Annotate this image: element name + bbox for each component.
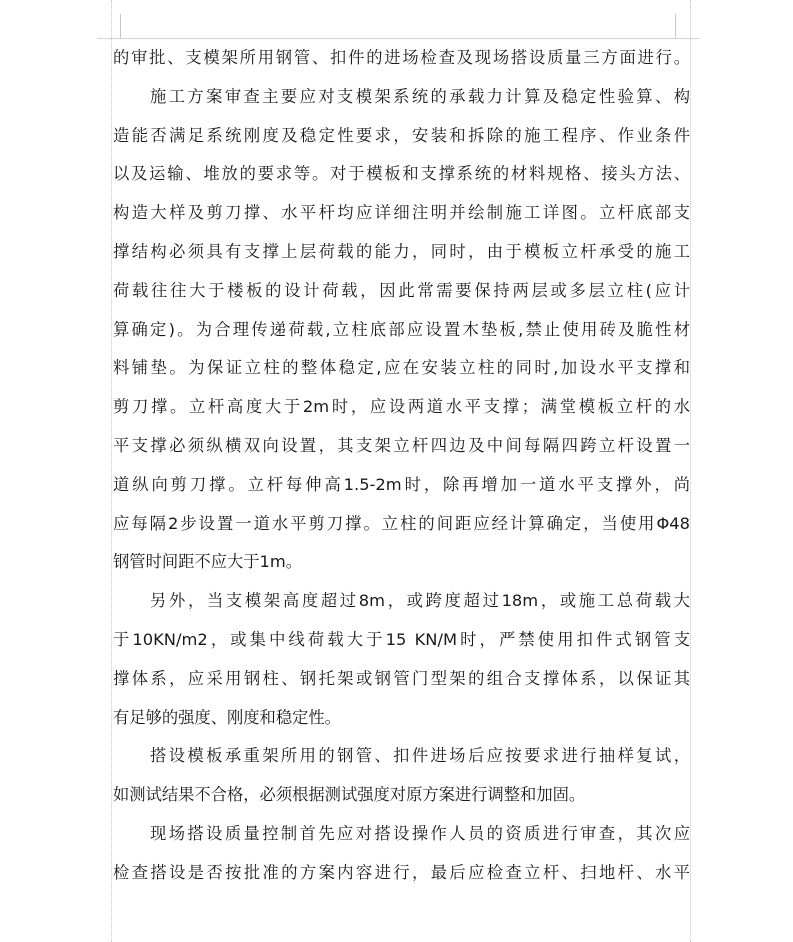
text-line: 造能否满足系统刚度及稳定性要求，安装和拆除的施工程序、作业条件 [113, 125, 690, 145]
text-line: 于10KN/m2，或集中线荷载大于15 KN/M时，严禁使用扣件式钢管支 [113, 629, 690, 649]
left-margin-guide [111, 0, 112, 942]
text-line: 有足够的强度、刚度和稳定性。 [113, 707, 341, 727]
document-body[interactable] [113, 39, 690, 893]
right-margin-guide [690, 0, 691, 942]
text-line: 撑结构必须具有支撑上层荷载的能力，同时，由于模板立杆承受的施工 [113, 241, 690, 261]
text-line: 撑体系，应采用钢柱、钢托架或钢管门型架的组合支撑体系，以保证其 [113, 668, 690, 688]
top-left-corner-mark [120, 14, 121, 38]
text-line: 构造大样及剪刀撑、水平杆均应详细注明并绘制施工详图。立杆底部支 [113, 203, 690, 223]
text-line: 如测试结果不合格，必须根据测试强度对原方案进行调整和加固。 [113, 785, 586, 805]
text-line: 施工方案审查主要应对支模架系统的承载力计算及稳定性验算、构 [150, 86, 690, 106]
text-line: 道纵向剪刀撑。立杆每伸高1.5-2m时，除再增加一道水平支撑外，尚 [113, 474, 690, 494]
text-line: 的审批、支模架所用钢管、扣件的进场检查及现场搭设质量三方面进行。 [113, 48, 690, 67]
text-line: 检查搭设是否按批准的方案内容进行，最后应检查立杆、扫地杆、水平 [113, 862, 690, 882]
text-line: 现场搭设质量控制首先应对搭设操作人员的资质进行审查，其次应 [150, 823, 690, 843]
text-line: 以及运输、堆放的要求等。对于模板和支撑系统的材料规格、接头方法、 [113, 164, 690, 184]
text-line: 算确定)。为合理传递荷载,立柱底部应设置木垫板,禁止使用砖及脆性材 [113, 319, 690, 339]
text-line: 另外，当支模架高度超过8m，或跨度超过18m，或施工总荷载大 [150, 591, 690, 611]
text-line: 荷载往往大于楼板的设计荷载，因此常需要保持两层或多层立柱(应计 [113, 280, 690, 300]
text-line: 钢管时间距不应大于1m。 [113, 552, 303, 572]
text-line: 料铺垫。为保证立柱的整体稳定,应在安装立柱的同时,加设水平支撑和 [113, 358, 690, 378]
text-line: 搭设模板承重架所用的钢管、扣件进场后应按要求进行抽样复试， [150, 746, 690, 766]
text-line: 平支撑必须纵横双向设置，其支架立杆四边及中间每隔四跨立杆设置一 [113, 435, 690, 455]
text-line: 剪刀撑。立杆高度大于2m时，应设两道水平支撑；满堂模板立杆的水 [113, 397, 690, 417]
top-right-corner-mark [675, 14, 676, 38]
text-line: 应每隔2步设置一道水平剪刀撑。立柱的间距应经计算确定，当使用Φ48 [113, 513, 690, 533]
